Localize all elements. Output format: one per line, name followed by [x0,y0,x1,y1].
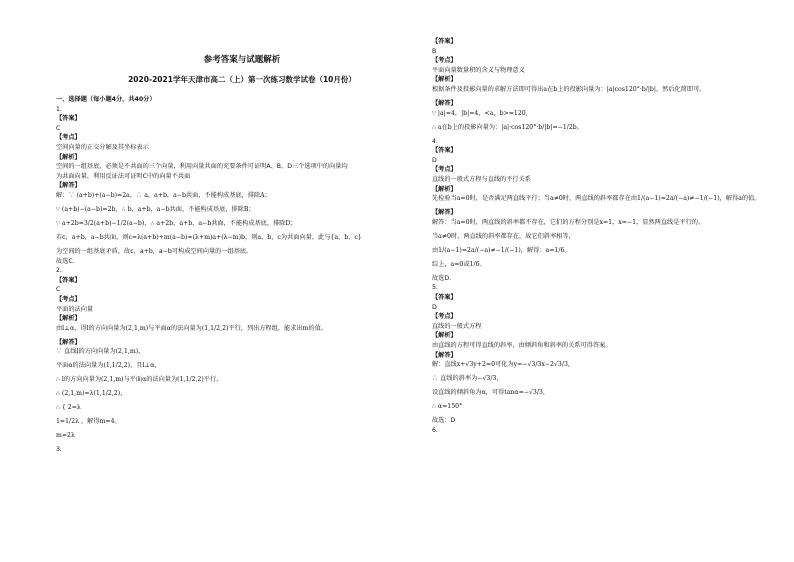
text-line: ∵ (a+b)−(a−b)=2b，∴ b，a+b，a−b共面，不能构成基底，排除B； [56,206,255,213]
text-line: 根据条件及投影向量的求解方法即可得出a在b上的投影向量为：|a|cos120°·b/|b|，然后化简即可。 [432,86,706,93]
text-line: 1. [56,105,62,113]
text-line: 【解答】 [56,338,81,346]
text-line: 2. [56,267,62,275]
text-line: B [432,47,437,55]
text-line: ∴ { 2=λ [56,404,81,412]
text-line: C [56,286,61,294]
text-line: 故选C. [56,257,75,265]
left-column [56,0,428,562]
text-line: ∴ l的方向向量为(2,1,m)与平面α的法向量为(1,1/2,2)平行， [56,376,223,384]
text-line: 【解答】 [56,182,81,190]
text-line: ∴ 直线的斜率为−√3/3， [432,375,503,383]
document-subtitle: 2020-2021学年天津市高二（上）第一次练习数学试卷（10月份） [128,75,356,84]
text-line: D [432,156,437,164]
text-line: 【考点】 [432,313,457,321]
text-line: 先检验当a=0时，是否满足两直线平行；当a≠0时，两直线的斜率都存在由1/(a−1)=2a/(−a)≠−1/(−1)，解得a的值。 [432,195,761,203]
text-line: 直线的一般式方程 [432,322,482,330]
text-line: 【解析】 [432,185,457,193]
text-line: 【解析】 [56,315,81,323]
document-title: 参考答案与试题解析 [203,55,281,65]
text-line: 一、选择题（每小题4分，共40分） [56,96,156,103]
text-line: 故选：D [432,417,456,425]
text-line: ∴ a在b上的投影向量为：|a|·cos120°·b/|b|=−1/2b。 [432,123,583,131]
text-line: 空间的一组基底，必须是不共面的三个向量，利用向量共面的充要条件可证明A、B、D三个选项中的向量均 [56,163,348,171]
text-line: 【答案】 [432,294,457,301]
text-line: 【答案】 [56,276,81,284]
text-line: ∵ |a|=4，|b|=4，<a，b>=120， [432,109,532,117]
text-line: 5. [432,284,438,292]
text-line: C [56,124,61,132]
text-line: 【答案】 [432,147,457,155]
text-line: 当a≠0时，两直线的斜率都存在，故它们斜率相等， [432,232,575,240]
text-line: 为空间的一组基底矛盾，故c，a+b，a−b可构成空间向量的一组基底。 [56,248,253,255]
text-line: 【解析】 [432,332,457,340]
text-line: 【答案】 [432,38,457,45]
text-line: 【解答】 [432,209,457,217]
text-line: 【解析】 [56,153,81,161]
text-line: ∵ a+2b=3/2(a+b)−1/2(a−b)，∴ a+2b，a+b，a−b共面，不能构成基底，排除D； [56,220,297,227]
text-line: ∵ 直线l的方向向量为(2,1,m)， [56,348,145,356]
text-line: 由l⊥α，得l的方向向量为(2,1,m)与平面α的法向量为(1,1/2,2)平行，列出方程组，能求出m的值。 [56,324,328,332]
text-line: 【考点】 [56,296,81,303]
text-line: 设直线的倾斜角为α，可得tanα=−√3/3， [432,389,550,397]
text-line: m=2λ [56,432,75,440]
text-line: 4. [432,137,438,145]
text-line: 直线的一般式方程与直线的平行关系 [432,176,531,183]
right-column [432,0,794,562]
text-line: 【考点】 [432,166,457,174]
text-line: 【考点】 [432,57,457,65]
text-line: 3. [56,446,62,454]
text-line: 平面α的法向量为(1,1/2,2)，且l⊥α， [56,362,161,370]
text-line: 由直线的方程可得直线的斜率，由倾斜角和斜率的关系可得答案。 [432,342,612,349]
text-line: 解：∵ (a+b)+(a−b)=2a，∴ a，a+b，a−b共面，不能构成基底，排除A； [56,192,271,199]
text-line: 平面的法向量 [56,305,94,313]
text-line: 【考点】 [56,134,81,142]
text-line: ∴ (2,1,m)=λ(1,1/2,2)， [56,390,127,398]
text-line: 若c，a+b，a−b共面，则c=λ(a+b)+m(a−b)=(λ+m)a+(λ−m)b，则a，b，c为共面向量，此与{a，b，c} [56,234,362,241]
text-line: 综上，a=0或1/6。 [432,260,486,268]
text-line: 【解析】 [432,76,457,84]
text-line: 【解答】 [432,351,457,359]
text-line: 由1/(a−1)=2a/(−a)≠−1/(−1)，解得：a=1/6。 [432,246,571,254]
text-line: 空间向量的正交分解及其坐标表示 [56,144,149,151]
text-line: 解：直线x+√3y+2=0可化为y=−√3/3x−2√3/3， [432,361,575,369]
text-line: 6. [432,426,438,434]
text-line: 平面向量数量积的含义与物理意义 [432,66,525,74]
text-line: 【答案】 [56,115,81,123]
text-line: 【解答】 [432,100,457,107]
text-line: ∴ α=150° [432,403,463,411]
text-line: D [432,303,437,311]
text-line: 1=1/2λ ，解得m=4。 [56,418,121,426]
text-line: 为共面向量，利用反证法可证明C中的向量不共面 [56,172,191,180]
text-line: 解答：当a=0时，两直线的斜率都不存在，它们的方程分别是x=1，x=−1，显然两直线是平行的。 [432,218,705,226]
text-line: 故选D. [432,274,452,282]
